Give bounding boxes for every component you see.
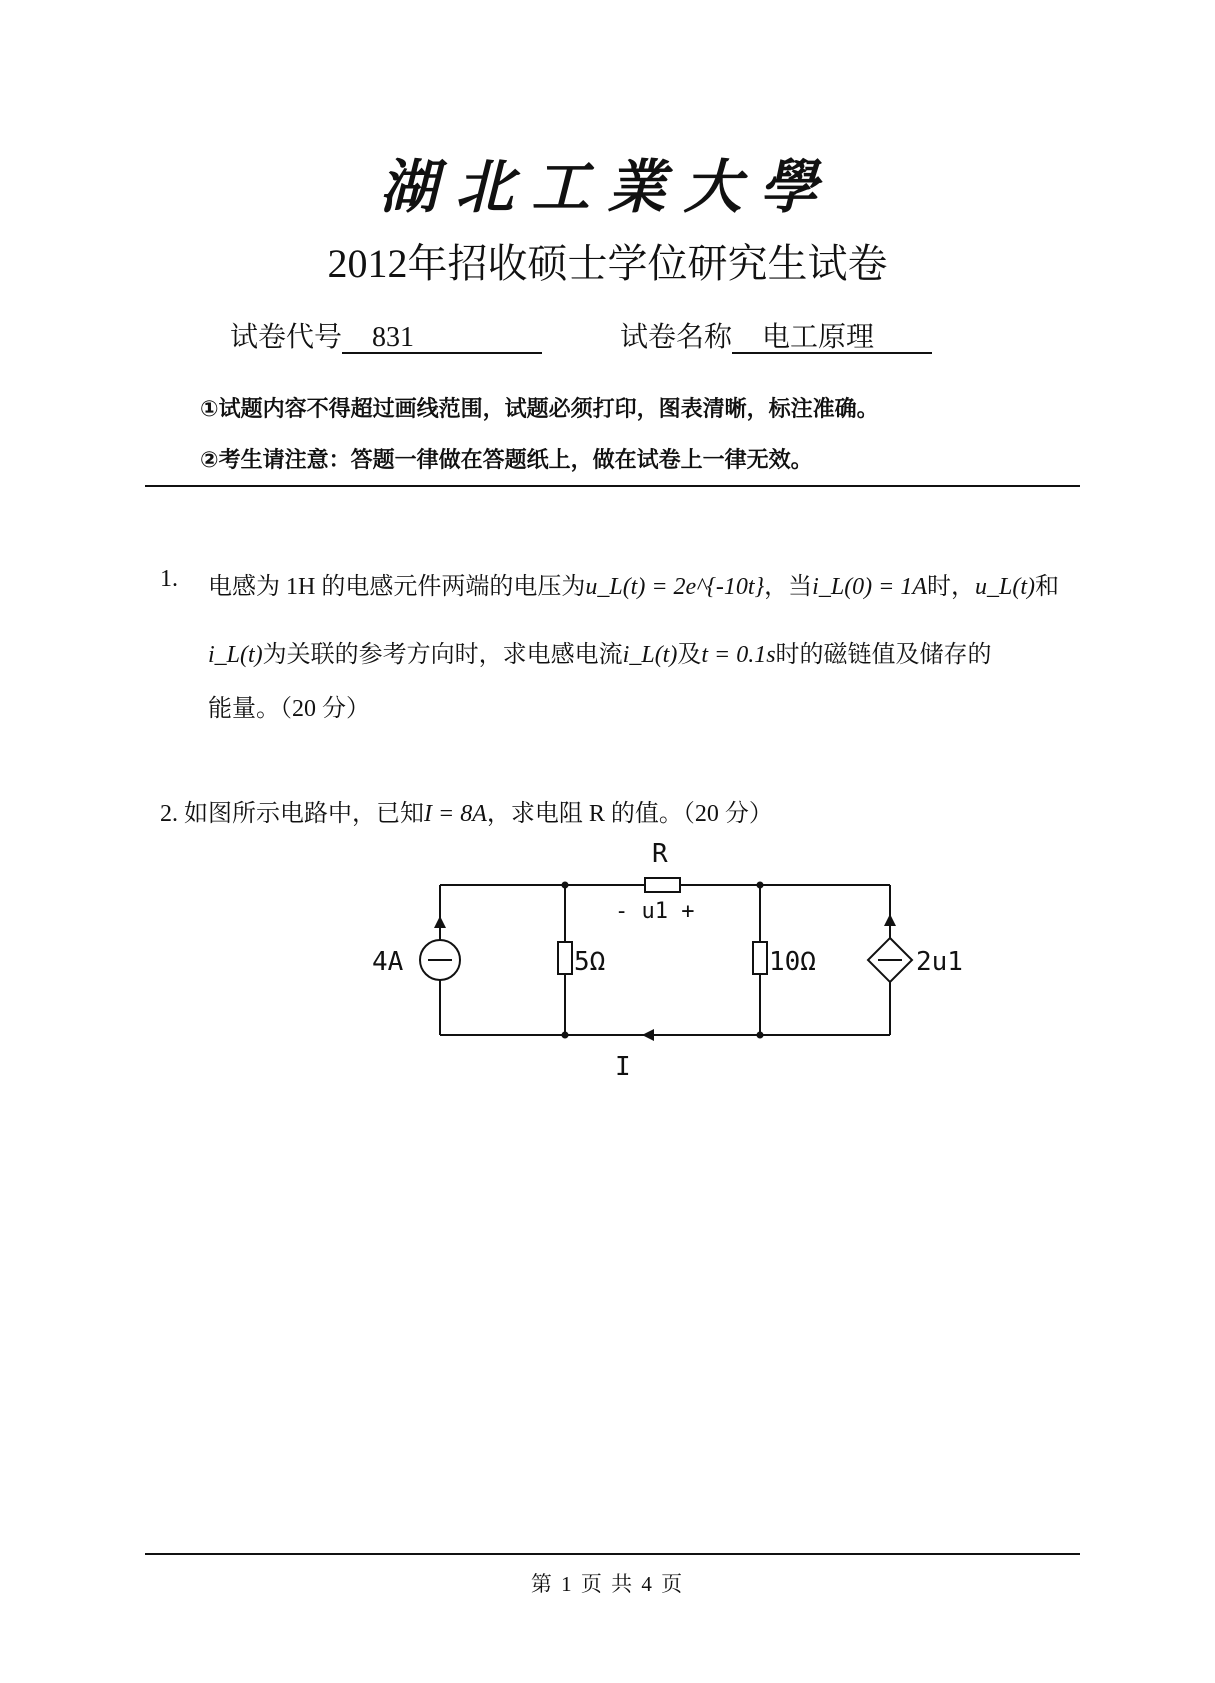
dep-arrow-icon xyxy=(884,914,896,926)
resistor-10-icon xyxy=(753,942,767,974)
q1-formula-it2: i_L(t) xyxy=(622,642,678,668)
exam-name-value: 电工原理 xyxy=(732,324,932,354)
q1-text: ，当 xyxy=(764,574,813,600)
question-2-text xyxy=(160,793,773,828)
resistor-5-icon xyxy=(558,942,572,974)
circuit-diagram xyxy=(360,830,980,1090)
q1-text: 时， xyxy=(927,574,976,600)
q1-text: 及 xyxy=(677,642,702,668)
university-logo: 湖北工業大學 xyxy=(379,153,836,221)
page-number: 第 1 页 共 4 页 xyxy=(530,1572,685,1596)
current-I-arrow-icon xyxy=(642,1029,654,1041)
exam-code-label: 试卷代号 xyxy=(230,320,343,353)
question-1-number: 1. xyxy=(160,566,178,592)
source-arrow-icon xyxy=(434,916,446,928)
label-10ohm: 10Ω xyxy=(769,947,816,977)
exam-code-field xyxy=(230,315,542,355)
notice-2: ②考生请注意：答题一律做在答题纸上，做在试卷上一律无效。 xyxy=(200,448,813,473)
q2-formula-I: I = 8A xyxy=(424,801,487,827)
exam-name-label: 试卷名称 xyxy=(620,320,733,353)
node-dot xyxy=(562,882,569,889)
q1-text: 和 xyxy=(1035,574,1060,600)
exam-name-field xyxy=(620,315,932,355)
q1-formula-u: u_L(t) = 2e^{-10t} xyxy=(585,574,765,600)
header-divider xyxy=(145,485,1080,487)
exam-code-value: 831 xyxy=(342,324,542,354)
q1-text: 时的磁链值及储存的 xyxy=(775,642,992,668)
q1-text: 为关联的参考方向时，求电感电流 xyxy=(262,642,623,668)
q1-formula-t: t = 0.1s xyxy=(701,642,776,668)
q1-formula-ut: u_L(t) xyxy=(975,574,1036,600)
resistor-R-icon xyxy=(645,878,680,892)
q1-text: 电感为 1H 的电感元件两端的电压为 xyxy=(208,574,586,600)
q2-text: ，求电阻 R 的值。（20 分） xyxy=(486,801,773,827)
label-4A: 4A xyxy=(372,947,404,977)
q1-formula-i0: i_L(0) = 1A xyxy=(812,574,928,600)
label-R: R xyxy=(652,839,668,869)
node-dot xyxy=(562,1032,569,1039)
exam-title: 2012年招收硕士学位研究生试卷 xyxy=(327,241,888,286)
question-1-line-2 xyxy=(208,634,992,669)
label-2u1: 2u1 xyxy=(916,947,963,977)
notice-1: ①试题内容不得超过画线范围，试题必须打印，图表清晰，标注准确。 xyxy=(200,397,879,422)
question-2-number: 2. xyxy=(160,801,178,827)
node-dot xyxy=(757,1032,764,1039)
label-u1: - u1 + xyxy=(615,899,695,924)
q2-text: 如图所示电路中，已知 xyxy=(184,801,424,827)
label-5ohm: 5Ω xyxy=(574,947,606,977)
q1-formula-it: i_L(t) xyxy=(208,642,263,668)
question-1-line-3: 能量。（20 分） xyxy=(208,696,370,722)
question-1-line-1 xyxy=(208,566,1059,601)
node-dot xyxy=(757,882,764,889)
label-I: I xyxy=(615,1052,631,1082)
footer-divider xyxy=(145,1553,1080,1555)
